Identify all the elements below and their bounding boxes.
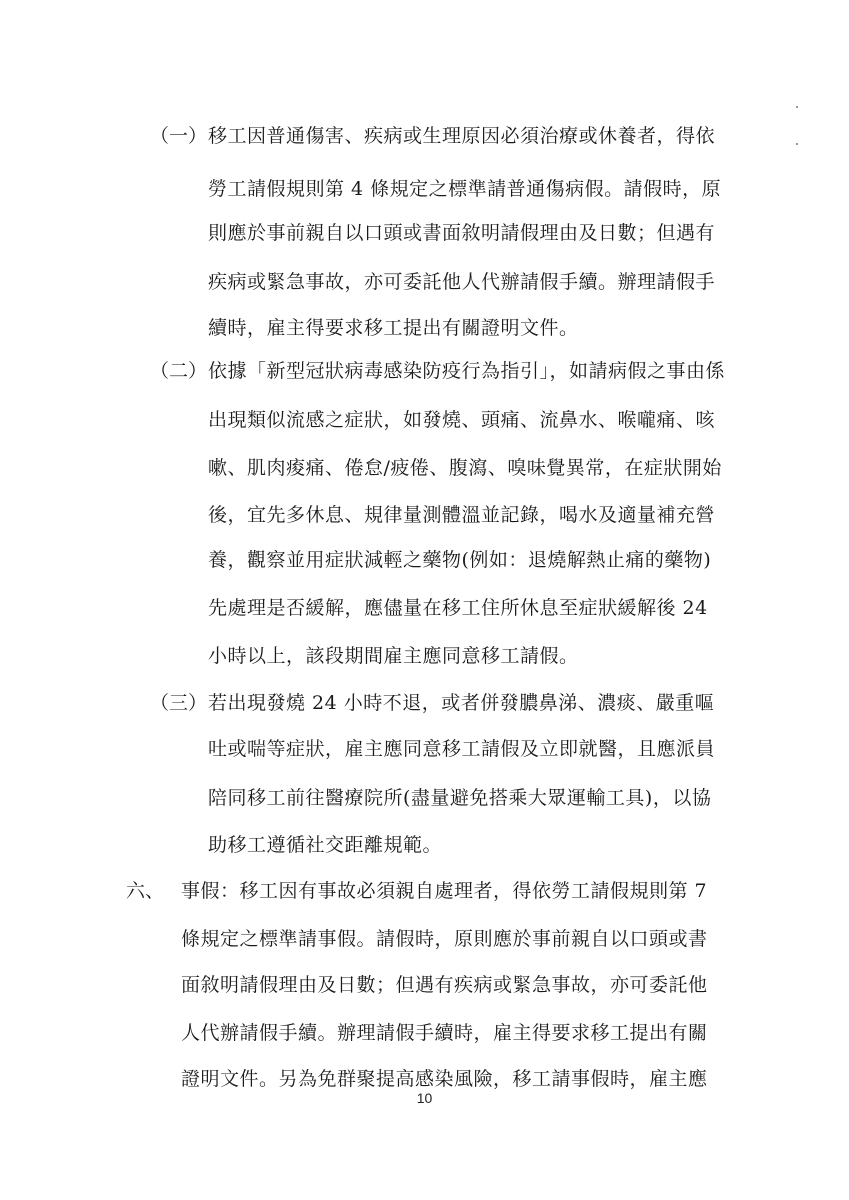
paragraph-line: 證明文件。另為免群聚提高感染風險，移工請事假時，雇主應 bbox=[181, 1068, 708, 1090]
paragraph-line: 面敘明請假理由及日數；但遇有疾病或緊急事故，亦可委託他 bbox=[181, 974, 708, 996]
paragraph-line: 續時，雇主得要求移工提出有關證明文件。 bbox=[208, 317, 579, 339]
paragraph-line: 小時以上，該段期間雇主應同意移工請假。 bbox=[208, 645, 579, 667]
paragraph-line: 依據「新型冠狀病毒感染防疫行為指引」，如請病假之事由係 bbox=[208, 360, 726, 382]
page-number: 10 bbox=[416, 1090, 433, 1106]
paragraph-line: 出現類似流感之症狀，如發燒、頭痛、流鼻水、喉嚨痛、咳 bbox=[208, 409, 716, 431]
section-marker-3: （三） bbox=[150, 692, 208, 714]
paragraph-line: 勞工請假規則第 4 條規定之標準請普通傷病假。請假時，原 bbox=[208, 178, 722, 200]
paragraph-line: 後，宜先多休息、規律量測體溫並記錄，喝水及適量補充營 bbox=[208, 504, 716, 526]
paragraph-line: 則應於事前親自以口頭或書面敘明請假理由及日數；但遇有 bbox=[208, 222, 716, 244]
scan-speck bbox=[796, 106, 798, 108]
paragraph-line: 吐或喘等症狀，雇主應同意移工請假及立即就醫，且應派員 bbox=[208, 738, 716, 760]
section-marker-2: （二） bbox=[150, 360, 208, 382]
scan-speck bbox=[796, 143, 798, 145]
paragraph-line: 陪同移工前往醫療院所(盡量避免搭乘大眾運輸工具)，以協 bbox=[208, 787, 712, 809]
paragraph-line: 人代辦請假手續。辦理請假手續時，雇主得要求移工提出有關 bbox=[181, 1022, 708, 1044]
section-marker-6: 六、 bbox=[126, 880, 165, 902]
paragraph-line: 若出現發燒 24 小時不退，或者併發膿鼻涕、濃痰、嚴重嘔 bbox=[208, 692, 715, 714]
paragraph-line: 移工因普通傷害、疾病或生理原因必須治療或休養者，得依 bbox=[208, 125, 716, 147]
paragraph-line: 助移工遵循社交距離規範。 bbox=[208, 834, 443, 856]
paragraph-line: 養，觀察並用症狀減輕之藥物(例如：退燒解熱止痛的藥物) bbox=[208, 549, 712, 571]
paragraph-line: 先處理是否緩解，應儘量在移工住所休息至症狀緩解後 24 bbox=[208, 597, 708, 619]
paragraph-line: 條規定之標準請事假。請假時，原則應於事前親自以口頭或書 bbox=[181, 928, 708, 950]
section-marker-1: （一） bbox=[150, 125, 208, 147]
paragraph-line: 疾病或緊急事故，亦可委託他人代辦請假手續。辦理請假手 bbox=[208, 271, 716, 293]
paragraph-line: 嗽、肌肉痠痛、倦怠/疲倦、腹瀉、嗅味覺異常，在症狀開始 bbox=[208, 457, 722, 479]
paragraph-line: 事假：移工因有事故必須親自處理者，得依勞工請假規則第 7 bbox=[181, 880, 708, 902]
